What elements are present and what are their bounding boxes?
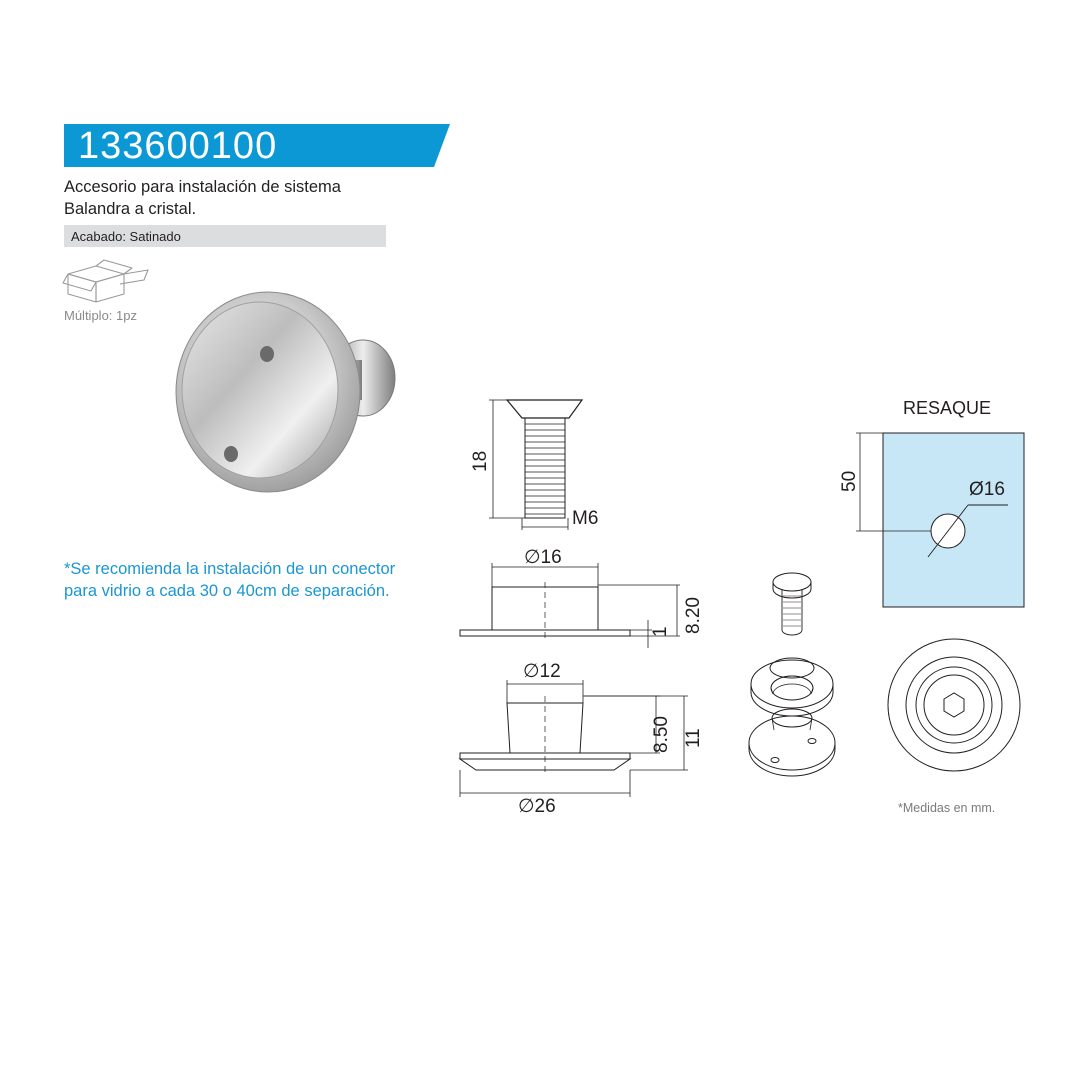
top-diameter-label: ∅16 [524, 547, 562, 568]
exploded-view-drawing [749, 573, 835, 776]
bolt-drawing [489, 400, 582, 530]
finish-label: Acabado: Satinado [71, 229, 181, 244]
top-view-drawing [888, 639, 1020, 771]
top-height-label: 8.20 [683, 597, 704, 634]
top-cap-drawing [460, 563, 680, 648]
base-diameter-large-label: ∅26 [518, 796, 556, 817]
resaque-hole-label: Ø16 [969, 479, 1005, 500]
base-height-inner-label: 8.50 [651, 716, 672, 753]
description-line-1: Accesorio para instalación de sistema [64, 178, 341, 196]
resaque-title: RESAQUE [903, 398, 992, 418]
multiple-label: Múltiplo: 1pz [64, 308, 137, 323]
note-line-1: *Se recomienda la instalación de un conector [64, 560, 396, 578]
thread-label: M6 [572, 508, 599, 529]
resaque-drawing [856, 433, 1024, 607]
top-flange-label: 1 [650, 626, 671, 637]
base-height-total-label: 11 [683, 728, 704, 748]
measurements-note: *Medidas en mm. [898, 801, 996, 815]
note-line-2: para vidrio a cada 30 o 40cm de separación. [64, 582, 390, 600]
resaque-offset-label: 50 [839, 470, 860, 492]
base-diameter-small-label: ∅12 [523, 661, 561, 682]
bolt-length-label: 18 [470, 450, 491, 472]
product-code: 133600100 [78, 125, 278, 167]
description-line-2: Balandra a cristal. [64, 200, 197, 218]
